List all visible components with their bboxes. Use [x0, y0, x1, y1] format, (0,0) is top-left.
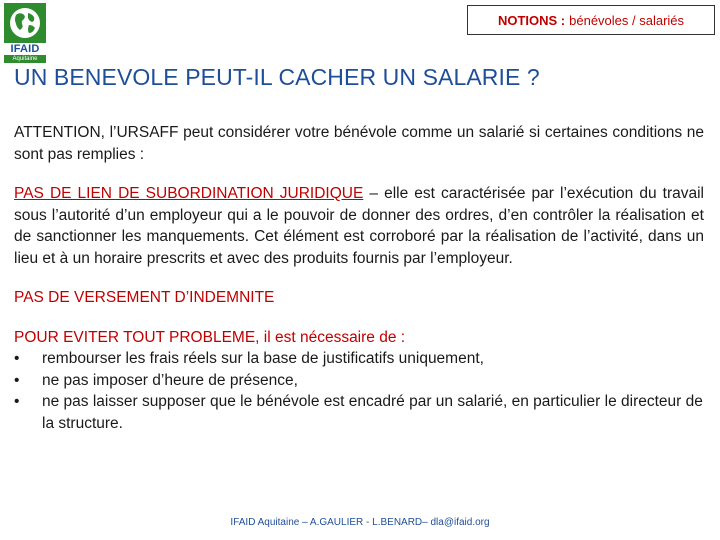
avoid-list: [14, 348, 704, 434]
list-item-text: ne pas imposer d’heure de présence,: [42, 371, 298, 389]
notions-title: NOTIONS :: [497, 12, 566, 28]
list-item: [14, 391, 704, 434]
intro-paragraph: ATTENTION, l’URSAFF peut considérer votre bénévole comme un salarié si certaines conditions ne sont pas remplies :: [14, 124, 704, 163]
logo-region-text: Aquitaine: [4, 55, 46, 63]
subordination-paragraph: [14, 183, 704, 269]
globe-icon: [4, 3, 46, 43]
ifaid-logo: [4, 3, 46, 63]
list-item: [14, 348, 704, 370]
bullet-icon: •: [14, 350, 20, 367]
main-content: [14, 122, 704, 434]
page-footer: IFAID Aquitaine – A.GAULIER - L.BENARD– dla@ifaid.org: [230, 517, 490, 528]
logo-brand-text: IFAID: [10, 43, 40, 55]
subordination-body: – elle est caractérisée par l’exécution du travail sous l’autorité d’un employeur qui a le pouvoir de donner des ordres, d’en contrôler la réalisation et de sanctionner les manquements. Cet élément est corroboré par la réalisation de l’activité, dans un lieu et à un horaire prescrits et avec des produits fournis par l’employeur.: [14, 185, 705, 267]
list-item: [14, 370, 704, 392]
indemnite-heading: PAS DE VERSEMENT D’INDEMNITE: [14, 289, 275, 306]
page-title: UN BENEVOLE PEUT-IL CACHER UN SALARIE ?: [14, 64, 540, 90]
list-item-text: rembourser les frais réels sur la base de justificatifs uniquement,: [42, 350, 484, 367]
list-item-text: ne pas laisser supposer que le bénévole est encadré par un salarié, en particulier le directeur de la structure.: [42, 393, 703, 432]
notions-subtitle: bénévoles / salariés: [569, 12, 685, 28]
bullet-icon: •: [14, 393, 20, 410]
bullet-icon: •: [14, 371, 20, 389]
avoid-heading: POUR EVITER TOUT PROBLEME, il est nécessaire de :: [14, 328, 406, 346]
subordination-heading: PAS DE LIEN DE SUBORDINATION JURIDIQUE: [14, 185, 364, 202]
notions-header-box: [467, 5, 715, 35]
